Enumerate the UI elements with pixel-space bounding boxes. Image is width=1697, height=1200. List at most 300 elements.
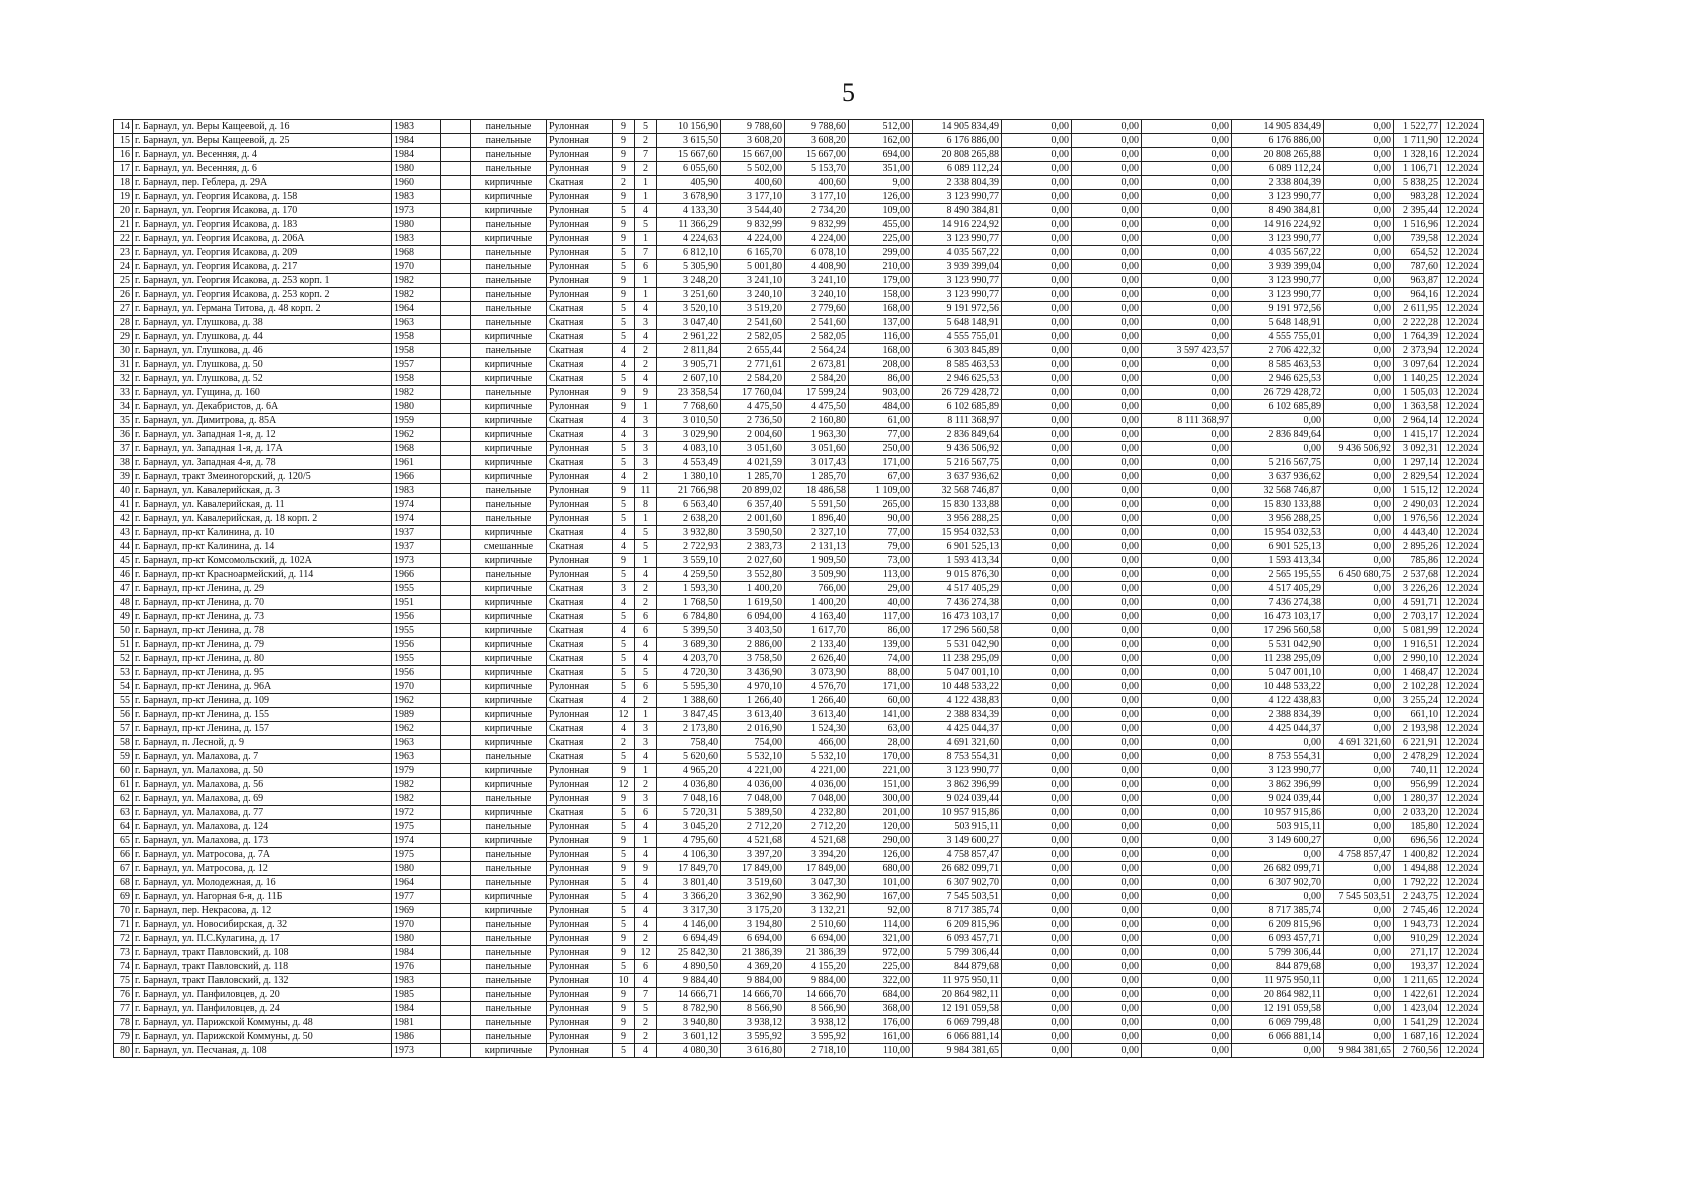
table-row xyxy=(114,918,1484,932)
residential-area-cell: 3 051,60 xyxy=(785,442,849,456)
table-row xyxy=(114,960,1484,974)
unit-cost-cell: 1 976,56 xyxy=(1394,512,1441,526)
wall-material-cell: кирпичные xyxy=(471,764,547,778)
row-number-cell: 49 xyxy=(114,610,133,624)
roof-type-cell: Рулонная xyxy=(547,848,613,862)
total-area-cell: 405,90 xyxy=(657,176,721,190)
row-number-cell: 27 xyxy=(114,302,133,316)
cost-col-3-cell: 0,00 xyxy=(1142,1030,1232,1044)
residents-cell: 73,00 xyxy=(849,554,913,568)
total-area-cell: 5 399,50 xyxy=(657,624,721,638)
unit-cost-cell: 2 745,46 xyxy=(1394,904,1441,918)
deadline-cell: 12.2024 xyxy=(1441,316,1484,330)
residential-area-cell: 9 832,99 xyxy=(785,218,849,232)
roof-type-cell: Рулонная xyxy=(547,764,613,778)
roof-type-cell: Рулонная xyxy=(547,204,613,218)
cost-col-5-cell: 0,00 xyxy=(1324,820,1394,834)
row-number-cell: 41 xyxy=(114,498,133,512)
empty-cell-cell xyxy=(441,456,471,470)
empty-cell-cell xyxy=(441,120,471,134)
unit-cost-cell: 5 081,99 xyxy=(1394,624,1441,638)
cost-col-2-cell: 0,00 xyxy=(1072,302,1142,316)
living-area-cell: 5 532,10 xyxy=(721,750,785,764)
row-number-cell: 42 xyxy=(114,512,133,526)
total-cost-cell: 8 111 368,97 xyxy=(913,414,1002,428)
address-cell: г. Барнаул, ул. Георгия Исакова, д. 206А xyxy=(133,232,392,246)
table-row xyxy=(114,806,1484,820)
row-number-cell: 60 xyxy=(114,764,133,778)
total-cost-cell: 5 648 148,91 xyxy=(913,316,1002,330)
table-row xyxy=(114,694,1484,708)
deadline-cell: 12.2024 xyxy=(1441,722,1484,736)
deadline-cell: 12.2024 xyxy=(1441,288,1484,302)
cost-col-1-cell: 0,00 xyxy=(1002,596,1072,610)
address-cell: г. Барнаул, ул. Глушкова, д. 52 xyxy=(133,372,392,386)
cost-col-3-cell: 0,00 xyxy=(1142,1002,1232,1016)
cost-col-5-cell: 0,00 xyxy=(1324,638,1394,652)
residential-area-cell: 3 177,10 xyxy=(785,190,849,204)
year-built-cell: 1982 xyxy=(392,274,441,288)
cost-col-3-cell: 0,00 xyxy=(1142,526,1232,540)
year-built-cell: 1973 xyxy=(392,554,441,568)
address-cell: г. Барнаул, пр-кт Калинина, д. 10 xyxy=(133,526,392,540)
cost-col-1-cell: 0,00 xyxy=(1002,218,1072,232)
living-area-cell: 2 383,73 xyxy=(721,540,785,554)
residential-area-cell: 4 036,00 xyxy=(785,778,849,792)
row-number-cell: 29 xyxy=(114,330,133,344)
cost-col-1-cell: 0,00 xyxy=(1002,274,1072,288)
living-area-cell: 3 613,40 xyxy=(721,708,785,722)
cost-col-5-cell: 0,00 xyxy=(1324,372,1394,386)
living-area-cell: 3 397,20 xyxy=(721,848,785,862)
address-cell: г. Барнаул, ул. Матросова, д. 12 xyxy=(133,862,392,876)
living-area-cell: 9 788,60 xyxy=(721,120,785,134)
wall-material-cell: панельные xyxy=(471,876,547,890)
address-cell: г. Барнаул, пр-кт Калинина, д. 14 xyxy=(133,540,392,554)
residential-area-cell: 17 599,24 xyxy=(785,386,849,400)
empty-cell-cell xyxy=(441,554,471,568)
cost-col-2-cell: 0,00 xyxy=(1072,344,1142,358)
cost-col-2-cell: 0,00 xyxy=(1072,904,1142,918)
total-cost-cell: 3 123 990,77 xyxy=(913,288,1002,302)
year-built-cell: 1937 xyxy=(392,540,441,554)
residents-cell: 903,00 xyxy=(849,386,913,400)
table-row xyxy=(114,638,1484,652)
roof-type-cell: Рулонная xyxy=(547,918,613,932)
roof-type-cell: Рулонная xyxy=(547,498,613,512)
wall-material-cell: кирпичные xyxy=(471,624,547,638)
cost-col-3-cell: 0,00 xyxy=(1142,904,1232,918)
floors-cell: 4 xyxy=(613,414,635,428)
cost-col-2-cell: 0,00 xyxy=(1072,400,1142,414)
wall-material-cell: кирпичные xyxy=(471,890,547,904)
year-built-cell: 1984 xyxy=(392,148,441,162)
cost-col-5-cell: 0,00 xyxy=(1324,680,1394,694)
cost-col-4-cell: 8 490 384,81 xyxy=(1232,204,1324,218)
floors-cell: 9 xyxy=(613,1002,635,1016)
residents-cell: 79,00 xyxy=(849,540,913,554)
residents-cell: 351,00 xyxy=(849,162,913,176)
row-number-cell: 48 xyxy=(114,596,133,610)
cost-col-1-cell: 0,00 xyxy=(1002,1016,1072,1030)
deadline-cell: 12.2024 xyxy=(1441,876,1484,890)
empty-cell-cell xyxy=(441,218,471,232)
unit-cost-cell: 910,29 xyxy=(1394,932,1441,946)
wall-material-cell: кирпичные xyxy=(471,610,547,624)
total-area-cell: 4 203,70 xyxy=(657,652,721,666)
total-cost-cell: 3 956 288,25 xyxy=(913,512,1002,526)
living-area-cell: 2 004,60 xyxy=(721,428,785,442)
address-cell: г. Барнаул, ул. Нагорная 6-я, д. 11Б xyxy=(133,890,392,904)
living-area-cell: 8 566,90 xyxy=(721,1002,785,1016)
residential-area-cell: 1 400,20 xyxy=(785,596,849,610)
entrances-cell: 4 xyxy=(635,372,657,386)
entrances-cell: 12 xyxy=(635,946,657,960)
roof-type-cell: Скатная xyxy=(547,330,613,344)
cost-col-3-cell: 0,00 xyxy=(1142,624,1232,638)
wall-material-cell: кирпичные xyxy=(471,834,547,848)
wall-material-cell: панельные xyxy=(471,120,547,134)
floors-cell: 4 xyxy=(613,540,635,554)
deadline-cell: 12.2024 xyxy=(1441,820,1484,834)
deadline-cell: 12.2024 xyxy=(1441,442,1484,456)
floors-cell: 5 xyxy=(613,806,635,820)
address-cell: г. Барнаул, ул. Димитрова, д. 85А xyxy=(133,414,392,428)
floors-cell: 5 xyxy=(613,680,635,694)
roof-type-cell: Скатная xyxy=(547,652,613,666)
total-cost-cell: 9 024 039,44 xyxy=(913,792,1002,806)
total-area-cell: 4 106,30 xyxy=(657,848,721,862)
wall-material-cell: кирпичные xyxy=(471,778,547,792)
roof-type-cell: Рулонная xyxy=(547,778,613,792)
cost-col-5-cell: 0,00 xyxy=(1324,960,1394,974)
row-number-cell: 75 xyxy=(114,974,133,988)
entrances-cell: 4 xyxy=(635,204,657,218)
year-built-cell: 1982 xyxy=(392,792,441,806)
table-row xyxy=(114,512,1484,526)
cost-col-3-cell: 0,00 xyxy=(1142,610,1232,624)
cost-col-3-cell: 0,00 xyxy=(1142,190,1232,204)
empty-cell-cell xyxy=(441,820,471,834)
residents-cell: 225,00 xyxy=(849,232,913,246)
total-cost-cell: 5 799 306,44 xyxy=(913,946,1002,960)
entrances-cell: 6 xyxy=(635,960,657,974)
table-row xyxy=(114,680,1484,694)
cost-col-1-cell: 0,00 xyxy=(1002,456,1072,470)
cost-col-3-cell: 0,00 xyxy=(1142,974,1232,988)
total-cost-cell: 9 436 506,92 xyxy=(913,442,1002,456)
total-area-cell: 4 146,00 xyxy=(657,918,721,932)
floors-cell: 5 xyxy=(613,330,635,344)
table-row xyxy=(114,456,1484,470)
cost-col-5-cell: 0,00 xyxy=(1324,498,1394,512)
table-row xyxy=(114,1044,1484,1058)
total-area-cell: 9 884,40 xyxy=(657,974,721,988)
floors-cell: 5 xyxy=(613,568,635,582)
year-built-cell: 1984 xyxy=(392,134,441,148)
deadline-cell: 12.2024 xyxy=(1441,638,1484,652)
cost-col-4-cell: 3 956 288,25 xyxy=(1232,512,1324,526)
cost-col-2-cell: 0,00 xyxy=(1072,736,1142,750)
residential-area-cell: 2 673,81 xyxy=(785,358,849,372)
roof-type-cell: Рулонная xyxy=(547,484,613,498)
deadline-cell: 12.2024 xyxy=(1441,302,1484,316)
row-number-cell: 30 xyxy=(114,344,133,358)
table-row xyxy=(114,386,1484,400)
residents-cell: 161,00 xyxy=(849,1030,913,1044)
empty-cell-cell xyxy=(441,778,471,792)
cost-col-5-cell: 0,00 xyxy=(1324,946,1394,960)
year-built-cell: 1963 xyxy=(392,750,441,764)
cost-col-4-cell: 10 957 915,86 xyxy=(1232,806,1324,820)
cost-col-5-cell: 6 450 680,75 xyxy=(1324,568,1394,582)
cost-col-5-cell: 0,00 xyxy=(1324,288,1394,302)
row-number-cell: 37 xyxy=(114,442,133,456)
residential-area-cell: 3 938,12 xyxy=(785,1016,849,1030)
cost-col-1-cell: 0,00 xyxy=(1002,260,1072,274)
empty-cell-cell xyxy=(441,372,471,386)
cost-col-3-cell: 0,00 xyxy=(1142,120,1232,134)
cost-col-4-cell: 14 916 224,92 xyxy=(1232,218,1324,232)
address-cell: г. Барнаул, тракт Павловский, д. 118 xyxy=(133,960,392,974)
floors-cell: 5 xyxy=(613,750,635,764)
total-cost-cell: 15 954 032,53 xyxy=(913,526,1002,540)
residential-area-cell: 5 532,10 xyxy=(785,750,849,764)
residents-cell: 28,00 xyxy=(849,736,913,750)
residential-area-cell: 2 734,20 xyxy=(785,204,849,218)
cost-col-1-cell: 0,00 xyxy=(1002,722,1072,736)
cost-col-2-cell: 0,00 xyxy=(1072,218,1142,232)
table-row xyxy=(114,358,1484,372)
total-area-cell: 4 259,50 xyxy=(657,568,721,582)
cost-col-3-cell: 0,00 xyxy=(1142,134,1232,148)
residential-area-cell: 6 078,10 xyxy=(785,246,849,260)
wall-material-cell: панельные xyxy=(471,932,547,946)
table-row xyxy=(114,1002,1484,1016)
cost-col-2-cell: 0,00 xyxy=(1072,890,1142,904)
living-area-cell: 3 519,20 xyxy=(721,302,785,316)
row-number-cell: 59 xyxy=(114,750,133,764)
row-number-cell: 25 xyxy=(114,274,133,288)
residents-cell: 90,00 xyxy=(849,512,913,526)
address-cell: г. Барнаул, ул. Глушкова, д. 46 xyxy=(133,344,392,358)
residential-area-cell: 4 521,68 xyxy=(785,834,849,848)
table-row xyxy=(114,792,1484,806)
address-cell: г. Барнаул, ул. Георгия Исакова, д. 183 xyxy=(133,218,392,232)
cost-col-3-cell: 0,00 xyxy=(1142,960,1232,974)
total-cost-cell: 503 915,11 xyxy=(913,820,1002,834)
wall-material-cell: панельные xyxy=(471,162,547,176)
floors-cell: 5 xyxy=(613,372,635,386)
address-cell: г. Барнаул, ул. Георгия Исакова, д. 170 xyxy=(133,204,392,218)
cost-col-1-cell: 0,00 xyxy=(1002,414,1072,428)
year-built-cell: 1968 xyxy=(392,442,441,456)
empty-cell-cell xyxy=(441,302,471,316)
floors-cell: 5 xyxy=(613,638,635,652)
table-row xyxy=(114,190,1484,204)
cost-col-2-cell: 0,00 xyxy=(1072,876,1142,890)
year-built-cell: 1959 xyxy=(392,414,441,428)
address-cell: г. Барнаул, ул. Парижской Коммуны, д. 48 xyxy=(133,1016,392,1030)
entrances-cell: 2 xyxy=(635,134,657,148)
residents-cell: 694,00 xyxy=(849,148,913,162)
empty-cell-cell xyxy=(441,1016,471,1030)
deadline-cell: 12.2024 xyxy=(1441,974,1484,988)
year-built-cell: 1983 xyxy=(392,190,441,204)
entrances-cell: 5 xyxy=(635,1002,657,1016)
residential-area-cell: 3 394,20 xyxy=(785,848,849,862)
cost-col-1-cell: 0,00 xyxy=(1002,806,1072,820)
deadline-cell: 12.2024 xyxy=(1441,680,1484,694)
unit-cost-cell: 1 363,58 xyxy=(1394,400,1441,414)
wall-material-cell: кирпичные xyxy=(471,442,547,456)
entrances-cell: 4 xyxy=(635,568,657,582)
living-area-cell: 17 760,04 xyxy=(721,386,785,400)
entrances-cell: 1 xyxy=(635,274,657,288)
cost-col-2-cell: 0,00 xyxy=(1072,246,1142,260)
entrances-cell: 4 xyxy=(635,638,657,652)
cost-col-1-cell: 0,00 xyxy=(1002,316,1072,330)
table-row xyxy=(114,736,1484,750)
wall-material-cell: панельные xyxy=(471,288,547,302)
total-area-cell: 4 965,20 xyxy=(657,764,721,778)
empty-cell-cell xyxy=(441,148,471,162)
total-area-cell: 4 133,30 xyxy=(657,204,721,218)
cost-col-3-cell: 0,00 xyxy=(1142,498,1232,512)
table-row xyxy=(114,344,1484,358)
living-area-cell: 5 389,50 xyxy=(721,806,785,820)
deadline-cell: 12.2024 xyxy=(1441,848,1484,862)
roof-type-cell: Скатная xyxy=(547,456,613,470)
cost-col-4-cell: 20 808 265,88 xyxy=(1232,148,1324,162)
cost-col-5-cell: 0,00 xyxy=(1324,750,1394,764)
cost-col-1-cell: 0,00 xyxy=(1002,624,1072,638)
unit-cost-cell: 1 916,51 xyxy=(1394,638,1441,652)
roof-type-cell: Рулонная xyxy=(547,442,613,456)
floors-cell: 9 xyxy=(613,484,635,498)
floors-cell: 5 xyxy=(613,890,635,904)
cost-col-3-cell: 0,00 xyxy=(1142,792,1232,806)
row-number-cell: 36 xyxy=(114,428,133,442)
floors-cell: 5 xyxy=(613,316,635,330)
residents-cell: 63,00 xyxy=(849,722,913,736)
cost-col-4-cell: 8 753 554,31 xyxy=(1232,750,1324,764)
year-built-cell: 1974 xyxy=(392,834,441,848)
entrances-cell: 8 xyxy=(635,498,657,512)
residential-area-cell: 1 524,30 xyxy=(785,722,849,736)
cost-col-5-cell: 9 984 381,65 xyxy=(1324,1044,1394,1058)
roof-type-cell: Рулонная xyxy=(547,246,613,260)
empty-cell-cell xyxy=(441,848,471,862)
table-row xyxy=(114,484,1484,498)
total-cost-cell: 14 916 224,92 xyxy=(913,218,1002,232)
wall-material-cell: панельные xyxy=(471,862,547,876)
row-number-cell: 65 xyxy=(114,834,133,848)
residents-cell: 86,00 xyxy=(849,624,913,638)
residential-area-cell: 3 362,90 xyxy=(785,890,849,904)
cost-col-1-cell: 0,00 xyxy=(1002,372,1072,386)
empty-cell-cell xyxy=(441,540,471,554)
row-number-cell: 62 xyxy=(114,792,133,806)
living-area-cell: 5 502,00 xyxy=(721,162,785,176)
year-built-cell: 1975 xyxy=(392,820,441,834)
cost-col-2-cell: 0,00 xyxy=(1072,120,1142,134)
year-built-cell: 1958 xyxy=(392,330,441,344)
cost-col-2-cell: 0,00 xyxy=(1072,498,1142,512)
residents-cell: 74,00 xyxy=(849,652,913,666)
residents-cell: 126,00 xyxy=(849,848,913,862)
unit-cost-cell: 2 760,56 xyxy=(1394,1044,1441,1058)
address-cell: г. Барнаул, пр-кт Ленина, д. 78 xyxy=(133,624,392,638)
empty-cell-cell xyxy=(441,792,471,806)
residential-area-cell: 400,60 xyxy=(785,176,849,190)
wall-material-cell: панельные xyxy=(471,148,547,162)
living-area-cell: 3 177,10 xyxy=(721,190,785,204)
address-cell: г. Барнаул, ул. Весенняя, д. 4 xyxy=(133,148,392,162)
total-area-cell: 1 593,30 xyxy=(657,582,721,596)
cost-col-5-cell: 0,00 xyxy=(1324,708,1394,722)
year-built-cell: 1983 xyxy=(392,120,441,134)
cost-col-2-cell: 0,00 xyxy=(1072,848,1142,862)
year-built-cell: 1956 xyxy=(392,638,441,652)
cost-col-4-cell: 4 035 567,22 xyxy=(1232,246,1324,260)
residential-area-cell: 18 486,58 xyxy=(785,484,849,498)
year-built-cell: 1972 xyxy=(392,806,441,820)
table-row xyxy=(114,876,1484,890)
cost-col-4-cell: 6 176 886,00 xyxy=(1232,134,1324,148)
deadline-cell: 12.2024 xyxy=(1441,344,1484,358)
residents-cell: 114,00 xyxy=(849,918,913,932)
floors-cell: 4 xyxy=(613,428,635,442)
wall-material-cell: кирпичные xyxy=(471,470,547,484)
entrances-cell: 4 xyxy=(635,974,657,988)
living-area-cell: 1 285,70 xyxy=(721,470,785,484)
floors-cell: 9 xyxy=(613,400,635,414)
deadline-cell: 12.2024 xyxy=(1441,232,1484,246)
cost-col-2-cell: 0,00 xyxy=(1072,176,1142,190)
deadline-cell: 12.2024 xyxy=(1441,428,1484,442)
cost-col-1-cell: 0,00 xyxy=(1002,750,1072,764)
entrances-cell: 4 xyxy=(635,904,657,918)
cost-col-3-cell: 0,00 xyxy=(1142,218,1232,232)
cost-col-3-cell: 0,00 xyxy=(1142,372,1232,386)
wall-material-cell: панельные xyxy=(471,344,547,358)
cost-col-1-cell: 0,00 xyxy=(1002,974,1072,988)
unit-cost-cell: 185,80 xyxy=(1394,820,1441,834)
cost-col-5-cell: 7 545 503,51 xyxy=(1324,890,1394,904)
year-built-cell: 1986 xyxy=(392,1030,441,1044)
residential-area-cell: 14 666,70 xyxy=(785,988,849,1002)
unit-cost-cell: 963,87 xyxy=(1394,274,1441,288)
table-row xyxy=(114,470,1484,484)
cost-col-5-cell: 0,00 xyxy=(1324,428,1394,442)
entrances-cell: 1 xyxy=(635,232,657,246)
row-number-cell: 57 xyxy=(114,722,133,736)
cost-col-4-cell: 2 706 422,32 xyxy=(1232,344,1324,358)
year-built-cell: 1979 xyxy=(392,764,441,778)
unit-cost-cell: 2 478,29 xyxy=(1394,750,1441,764)
cost-col-4-cell: 14 905 834,49 xyxy=(1232,120,1324,134)
cost-col-3-cell: 0,00 xyxy=(1142,162,1232,176)
cost-col-3-cell: 0,00 xyxy=(1142,652,1232,666)
wall-material-cell: панельные xyxy=(471,974,547,988)
living-area-cell: 21 386,39 xyxy=(721,946,785,960)
cost-col-5-cell: 0,00 xyxy=(1324,148,1394,162)
cost-col-5-cell: 0,00 xyxy=(1324,876,1394,890)
cost-col-4-cell: 3 862 396,99 xyxy=(1232,778,1324,792)
wall-material-cell: панельные xyxy=(471,498,547,512)
unit-cost-cell: 1 943,73 xyxy=(1394,918,1441,932)
